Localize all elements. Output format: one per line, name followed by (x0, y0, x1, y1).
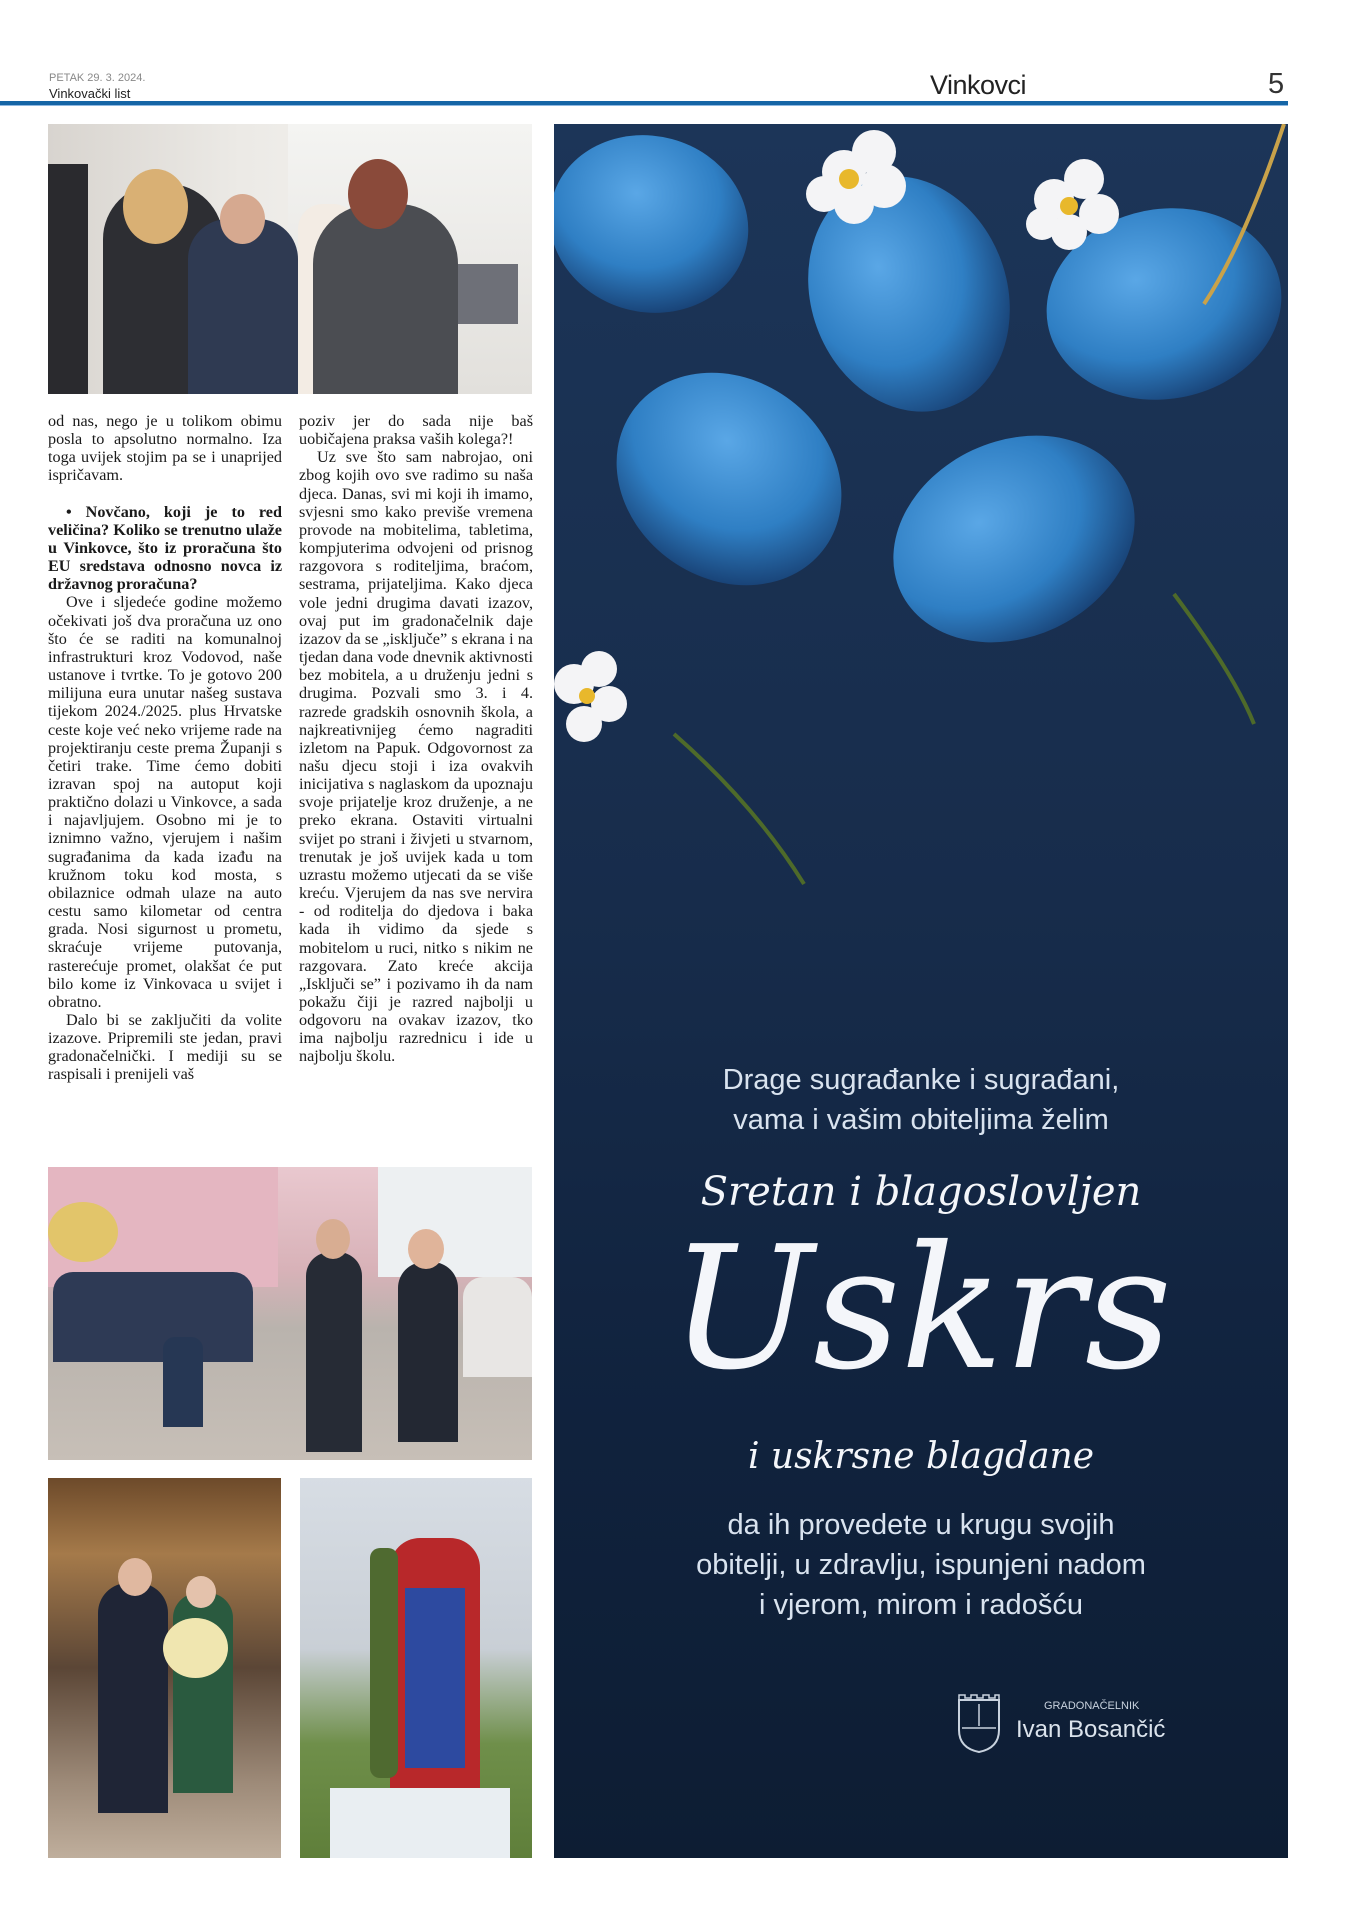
wish-line-2: obitelji, u zdravlju, ispunjeni nadom (696, 1549, 1146, 1581)
script-uskrs: Uskrs (669, 1210, 1173, 1408)
easter-eggs-illustration (554, 124, 1288, 924)
script-sretan: Sretan i blagoslovljen (700, 1169, 1142, 1215)
egg (575, 329, 883, 628)
egg (859, 397, 1168, 680)
wish-line-3: i vjerom, mirom i radošću (759, 1589, 1083, 1621)
newspaper-name: Vinkovački list (49, 86, 131, 101)
article-column-2 (299, 412, 533, 1066)
article-paragraph: Ove i sljedeće godine možemo očekivati još dva proračuna uz ono što će se raditi na komunalnoj infrastrukturi kroz Vodovod, naše ustanove i tvrtke. To je gotovo 200 milijuna eura unutar našeg sustava tijekom 2024./2025. plus Hrvatske ceste koje već neko vrijeme rade na projektiranju ceste prema Županji s četiri trake. Time ćemo dobiti izravan spoj na autoput koji praktično dolazi u Vinkovce, a sada i najavljujem. Osobno mi je to iznimno važno, vjerujem i našim sugrađanima da kada izađu na kružnom toku kod mosta, s obilaznice odmah ulaze na auto cestu samo kilometar od centra grada. Nosi sigurnost u prometu, skraćuje vrijeme putovanja, rasterećuje promet, olakšat će put bilo kome iz Vinkovaca u svijet i obratno. (48, 593, 282, 1011)
article-paragraph: Dalo bi se zaključiti da volite izazove. Pripremili ste jedan, pravi gradonačelnički. I mediji su se raspisali i prenijeli vaš (48, 1011, 282, 1084)
photo-phone-booth (300, 1478, 532, 1858)
article-paragraph: Uz sve što sam nabrojao, oni zbog kojih ovo sve radimo su naša djeca. Danas, svi mi koji ih imamo, svjesni smo kako previše vremena provode na mobitelima, tabletima, kompjuterima odvojeni od prisnog razgovora s roditeljima, braćom, sestrama, prijateljima. Kako djeca vole jedni drugima davati izazov, ovaj put im gradonačelnik daje izazov da se „isključe” s ekrana i na tjedan dana vode dnevnik aktivnosti bez mobitela, a u druženju jedni s drugima. Pozvali smo 3. i 4. razrede gradskih osnovnih škola, a najkreativnijeg ćemo nagraditi izletom na Papuk. Odgovornost za našu djecu stoji i iza ovakvih inicijativa s naglaskom da upoznaju svoje prijatelje kroz druženje, a ne preko ekrana. Ostaviti virtualni svijet po strani i živjeti u stvarnom, trenutak je još uvijek kada u tom uzrastu možemo utjecati da se više kreću. Vjerujem da nas sve nervira - od roditelja do djedova i baka kada ih vidimo da sjede s mobitelom u ruci, nitko s nikim ne razgovara. Zato kreće akcija „Isključi se” i pozivamo ih da nam pokažu čiji je razred najbolji u odgovoru na ovakav izazov, tko ima najbolju razrednicu i ide u najbolju školu. (299, 448, 533, 1066)
greeting-line-1: Drage sugrađanke i sugrađani, (722, 1064, 1120, 1096)
white-flower (554, 651, 627, 742)
section-title: Vinkovci (930, 70, 1027, 100)
header-rule (0, 101, 1288, 106)
egg (554, 124, 768, 335)
signature-title: GRADONAČELNIK (1044, 1700, 1140, 1712)
photo-mayor-visit (48, 124, 532, 394)
easter-greeting-ad (554, 124, 1288, 1858)
issue-date: PETAK 29. 3. 2024. (49, 72, 146, 84)
script-blagdane: i uskrsne blagdane (747, 1436, 1095, 1477)
vinkovci-coat-of-arms-icon (956, 1692, 1002, 1754)
page-number: 5 (1268, 68, 1285, 100)
photo-award-flowers (48, 1478, 281, 1858)
interview-question: • Novčano, koji je to red veličina? Koliko se trenutno ulaže u Vinkovce, što iz proračuna što EU sredstava odnosno novca iz državnog proračuna? (48, 502, 282, 594)
wish-line-1: da ih provedete u krugu svojih (727, 1509, 1115, 1541)
greeting-line-2: vama i vašim obiteljima želim (733, 1104, 1109, 1136)
article-column-1 (48, 412, 282, 1084)
signature-name: Ivan Bosančić (1016, 1716, 1166, 1743)
article-paragraph: od nas, nego je u tolikom obimu posla to apsolutno normalno. Iza toga uvijek stojim pa se i unaprijed ispričavam. (48, 412, 282, 485)
photo-running-event (48, 1167, 532, 1460)
article-paragraph: poziv jer do sada nije baš uobičajena praksa vaših kolega?! (299, 412, 533, 449)
